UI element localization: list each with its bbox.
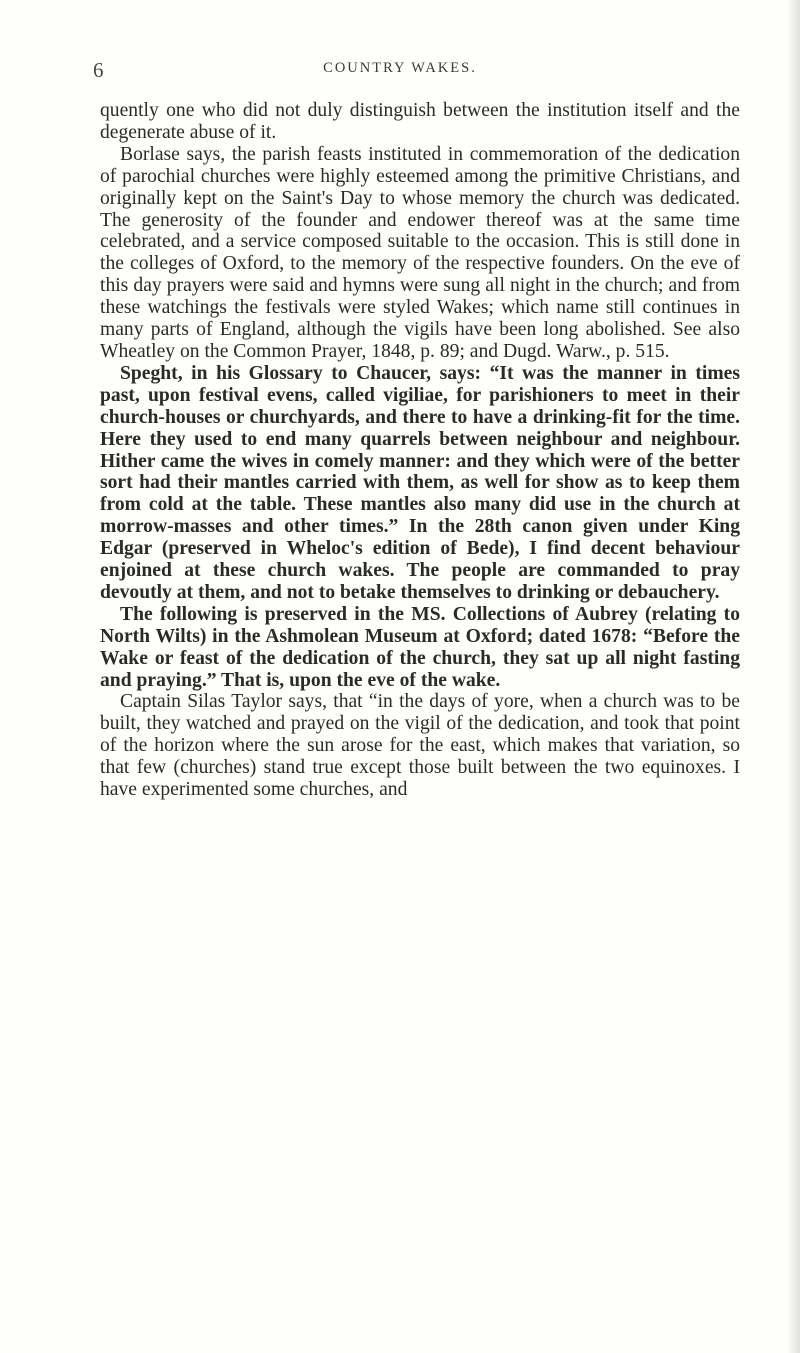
- paragraph-continuation: quently one who did not duly distinguish between the institution itself and the degenerate abuse of it.: [100, 100, 740, 143]
- paragraph-borlase: Borlase says, the parish feasts instituted in commemoration of the dedication of parochial churches were highly esteemed among the primitive Christians, and originally kept on the Saint's Day to whose memory the church was dedicated. The generosity of the founder and endower thereof was at the same time celebrated, and a service composed suitable to the occasion. This is still done in the colleges of Oxford, to the memory of the respective founders. On the eve of this day prayers were said and hymns were sung all night in the church; and from these watchings the festivals were styled Wakes; which name still continues in many parts of England, although the vigils have been long abolished. See also Wheatley on the Common Prayer, 1848, p. 89; and Dugd. Warw., p. 515.: [100, 143, 740, 362]
- paragraph-taylor: Captain Silas Taylor says, that “in the days of yore, when a church was to be built, they watched and prayed on the vigil of the dedication, and took that point of the horizon where the sun arose for the east, which makes that variation, so that few (churches) stand true except those built between the two equinoxes. I have experimented some churches, and: [100, 691, 740, 801]
- page-number: 6: [93, 58, 104, 82]
- paragraph-speght: Speght, in his Glossary to Chaucer, says: “It was the manner in times past, upon festival evens, called vigiliae, for parishioners to meet in their church-houses or churchyards, and there to have a drinking-fit for the time. Here they used to end many quarrels between neighbour and neighbour. Hither came the wives in comely manner: and they which were of the better sort had their mantles carried with them, as well for show as to keep them from cold at the table. These mantles also many did use in the church at morrow-masses and other times.” In the 28th canon given under King Edgar (preserved in Wheloc's edition of Bede), I find decent behaviour enjoined at these church wakes. The people are commanded to pray devoutly at them, and not to betake themselves to drinking or debauchery.: [100, 362, 740, 603]
- body-text: [100, 100, 740, 801]
- page-edge-shadow: [786, 0, 800, 1353]
- paragraph-aubrey: The following is preserved in the MS. Collections of Aubrey (relating to North Wilts) in the Ashmolean Museum at Oxford; dated 1678: “Before the Wake or feast of the dedication of the church, they sat up all night fasting and praying.” That is, upon the eve of the wake.: [100, 603, 740, 691]
- running-title: COUNTRY WAKES.: [323, 60, 477, 76]
